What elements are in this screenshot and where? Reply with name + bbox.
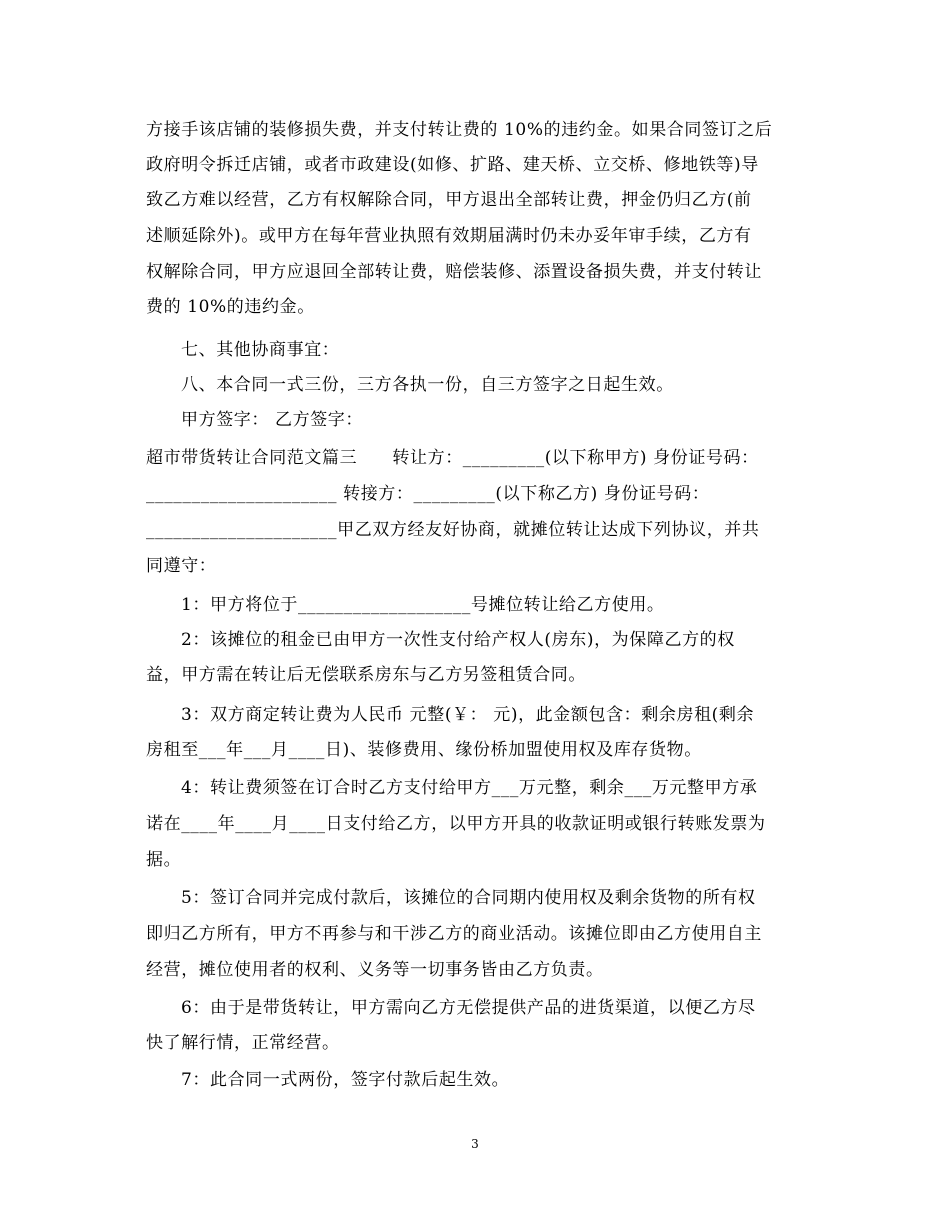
text-line: 政府明令拆迁店铺，或者市政建设(如修、扩路、建天桥、立交桥、修地铁等)导 bbox=[146, 155, 759, 175]
clause-1: 1：甲方将位于___________________号摊位转让给乙方使用。 bbox=[181, 595, 665, 615]
clause-5: 5：签订合同并完成付款后，该摊位的合同期内使用权及剩余货物的所有权 bbox=[181, 888, 756, 908]
clause-3: 3：双方商定转让费为人民币 元整(￥： 元)，此金额包含：剩余房租(剩余 bbox=[181, 705, 755, 725]
text-line: 快了解行情，正常经营。 bbox=[146, 1033, 340, 1053]
text-line: _____________________甲乙双方经友好协商，就摊位转让达成下列协议，并共 bbox=[146, 520, 760, 540]
text-line: 述顺延除外)。或甲方在每年营业执照有效期届满时仍未办妥年审手续，乙方有 bbox=[146, 226, 752, 246]
clause-7: 7：此合同一式两份，签字付款后起生效。 bbox=[181, 1070, 510, 1090]
text-line: 诺在____年____月____日支付给乙方，以甲方开具的收款证明或银行转账发票为 bbox=[146, 814, 766, 834]
text-line: 即归乙方所有，甲方不再参与和干涉乙方的商业活动。该摊位即由乙方使用自主 bbox=[146, 924, 762, 944]
text-line: _____________________ 转接方：_________(以下称乙方) 身份证号码： bbox=[146, 484, 710, 504]
page-number: 3 bbox=[471, 1137, 479, 1151]
clause-4: 4：转让费须签在订合时乙方支付给甲方___万元整，剩余___万元整甲方承 bbox=[181, 778, 758, 798]
text-line: 同遵守： bbox=[146, 556, 217, 576]
text-line: 据。 bbox=[146, 850, 182, 870]
text-line: 方接手该店铺的装修损失费，并支付转让费的 10%的违约金。如果合同签订之后 bbox=[146, 120, 773, 140]
text-line: 房租至___年___月____日)、装修费用、缘份桥加盟使用权及库存货物。 bbox=[146, 740, 702, 760]
clause-6: 6：由于是带货转让，甲方需向乙方无偿提供产品的进货渠道，以便乙方尽 bbox=[181, 998, 756, 1018]
clause-2: 2：该摊位的租金已由甲方一次性支付给产权人(房东)，为保障乙方的权 bbox=[181, 630, 735, 650]
section-heading: 七、其他协商事宜： bbox=[181, 340, 340, 360]
text-line: 费的 10%的违约金。 bbox=[146, 297, 315, 317]
text-line: 致乙方难以经营，乙方有权解除合同，甲方退出全部转让费，押金仍归乙方(前 bbox=[146, 190, 752, 210]
text-line: 益，甲方需在转让后无偿联系房东与乙方另签租赁合同。 bbox=[146, 665, 586, 685]
signature-line: 甲方签字： 乙方签字： bbox=[181, 410, 364, 430]
text-line: 八、本合同一式三份，三方各执一份，自三方签字之日起生效。 bbox=[181, 375, 674, 395]
text-line: 超市带货转让合同范文篇三 转让方：_________(以下称甲方) 身份证号码： bbox=[146, 448, 759, 468]
text-line: 经营，摊位使用者的权利、义务等一切事务皆由乙方负责。 bbox=[146, 960, 604, 980]
text-line: 权解除合同，甲方应退回全部转让费，赔偿装修、添置设备损失费，并支付转让 bbox=[146, 262, 762, 282]
